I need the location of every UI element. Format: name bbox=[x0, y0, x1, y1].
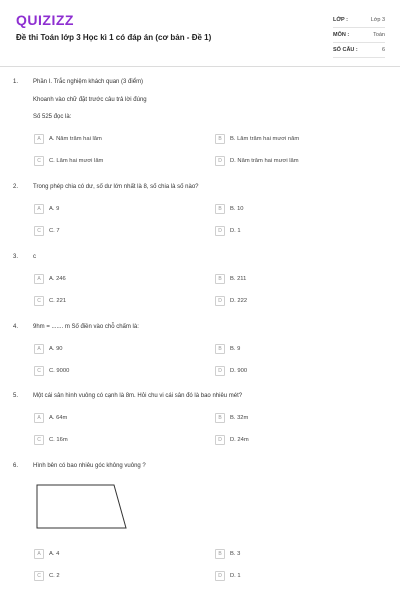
quadrilateral-shape bbox=[37, 485, 126, 528]
option-letter-box: B bbox=[215, 344, 225, 354]
worksheet-header bbox=[0, 0, 400, 66]
question-1-line-3: Số 525 đọc là: bbox=[33, 114, 72, 120]
question-4-option-b[interactable] bbox=[215, 343, 240, 355]
option-letter-box: A bbox=[34, 549, 44, 559]
question-1-option-a[interactable] bbox=[34, 133, 102, 145]
question-2-line-1: Trong phép chia có dư, số dư lớn nhất là 8, số chia là số nào? bbox=[33, 184, 199, 190]
option-text: B. 3 bbox=[230, 551, 241, 557]
option-letter-box: B bbox=[215, 274, 225, 284]
option-text: C. 221 bbox=[49, 298, 67, 304]
question-3-option-c[interactable] bbox=[34, 295, 66, 307]
question-3-option-a[interactable] bbox=[34, 273, 66, 285]
option-text: D. 24m bbox=[230, 437, 249, 443]
question-4-option-a[interactable] bbox=[34, 343, 63, 355]
question-1-line-2: Khoanh vào chữ đặt trước câu trả lời đúng bbox=[33, 97, 147, 103]
option-letter-box: D bbox=[215, 435, 225, 445]
option-text: D. 1 bbox=[230, 228, 241, 234]
meta-subject bbox=[333, 28, 385, 43]
meta-count bbox=[333, 43, 385, 58]
option-letter-box: A bbox=[34, 413, 44, 423]
option-letter-box: C bbox=[34, 156, 44, 166]
option-text: C. 9000 bbox=[49, 368, 70, 374]
option-letter-box: A bbox=[34, 204, 44, 214]
option-letter-box: D bbox=[215, 156, 225, 166]
question-1-number: 1. bbox=[13, 79, 19, 85]
meta-grade bbox=[333, 13, 385, 28]
option-letter-box: C bbox=[34, 366, 44, 376]
question-6-option-b[interactable] bbox=[215, 548, 240, 560]
option-text: C. 16m bbox=[49, 437, 68, 443]
option-letter-box: A bbox=[34, 274, 44, 284]
option-text: B. Lăm trăm hai mươi năm bbox=[230, 136, 300, 142]
meta-subject-label: MÔN : bbox=[333, 32, 350, 38]
option-letter-box: B bbox=[215, 204, 225, 214]
header-divider bbox=[0, 66, 400, 67]
meta-count-value: 6 bbox=[381, 47, 385, 53]
option-letter-box: D bbox=[215, 571, 225, 581]
question-6-option-c[interactable] bbox=[34, 570, 60, 582]
option-letter-box: D bbox=[215, 366, 225, 376]
question-4-option-c[interactable] bbox=[34, 365, 69, 377]
option-text: A. 4 bbox=[49, 551, 60, 557]
meta-count-label: SỐ CÂU : bbox=[333, 47, 358, 53]
question-2-option-c[interactable] bbox=[34, 225, 60, 237]
question-5-option-a[interactable] bbox=[34, 412, 67, 424]
question-4-option-d[interactable] bbox=[215, 365, 247, 377]
option-text: A. 90 bbox=[49, 346, 63, 352]
option-text: C. Lăm hai mươi lăm bbox=[49, 158, 104, 164]
meta-grade-label: LỚP : bbox=[333, 17, 348, 23]
option-letter-box: C bbox=[34, 296, 44, 306]
question-6-number: 6. bbox=[13, 463, 19, 469]
option-letter-box: B bbox=[215, 413, 225, 423]
question-1-line-1: Phần I. Trắc nghiệm khách quan (3 điểm) bbox=[33, 79, 144, 85]
question-6-option-a[interactable] bbox=[34, 548, 59, 560]
question-6-figure bbox=[36, 484, 128, 530]
option-text: B. 211 bbox=[230, 276, 247, 282]
option-letter-box: D bbox=[215, 296, 225, 306]
question-3-option-b[interactable] bbox=[215, 273, 246, 285]
question-3-option-d[interactable] bbox=[215, 295, 247, 307]
option-text: A. 64m bbox=[49, 415, 68, 421]
quizizz-logo[interactable]: QUIZIZZ bbox=[16, 12, 74, 28]
option-text: C. 2 bbox=[49, 573, 60, 579]
question-1-option-b[interactable] bbox=[215, 133, 299, 145]
question-2-option-a[interactable] bbox=[34, 203, 59, 215]
option-text: D. Năm trăm hai mươi lăm bbox=[230, 158, 299, 164]
question-2-option-b[interactable] bbox=[215, 203, 244, 215]
question-2-option-d[interactable] bbox=[215, 225, 241, 237]
option-letter-box: B bbox=[215, 134, 225, 144]
question-5-option-c[interactable] bbox=[34, 434, 68, 446]
option-letter-box: A bbox=[34, 134, 44, 144]
question-6-line-1: Hình bên có bao nhiêu góc không vuông ? bbox=[33, 463, 146, 469]
question-1-option-d[interactable] bbox=[215, 155, 299, 167]
question-4-number: 4. bbox=[13, 324, 19, 330]
option-text: D. 900 bbox=[230, 368, 248, 374]
question-3-line-1: c bbox=[33, 254, 36, 260]
option-text: D. 222 bbox=[230, 298, 248, 304]
option-letter-box: D bbox=[215, 226, 225, 236]
question-3-number: 3. bbox=[13, 254, 19, 260]
option-text: D. 1 bbox=[230, 573, 241, 579]
option-text: B. 32m bbox=[230, 415, 249, 421]
meta-grade-value: Lớp 3 bbox=[370, 17, 385, 23]
worksheet-title: Đề thi Toán lớp 3 Học kì 1 có đáp án (cơ bản - Đề 1) bbox=[16, 33, 212, 42]
option-text: B. 10 bbox=[230, 206, 244, 212]
option-text: B. 9 bbox=[230, 346, 241, 352]
option-text: A. 246 bbox=[49, 276, 66, 282]
question-5-option-b[interactable] bbox=[215, 412, 248, 424]
question-5-number: 5. bbox=[13, 393, 19, 399]
option-letter-box: B bbox=[215, 549, 225, 559]
option-letter-box: A bbox=[34, 344, 44, 354]
question-4-line-1: 9hm = ....... m Số điền vào chỗ chấm là: bbox=[33, 324, 139, 330]
question-5-line-1: Một cái sân hình vuông có cạnh là 8m. Hỏi chu vi cái sân đó là bao nhiêu mét? bbox=[33, 393, 243, 399]
option-text: A. Năm trăm hai lăm bbox=[49, 136, 102, 142]
question-6-option-d[interactable] bbox=[215, 570, 241, 582]
option-text: A. 9 bbox=[49, 206, 60, 212]
question-2-number: 2. bbox=[13, 184, 19, 190]
option-letter-box: C bbox=[34, 226, 44, 236]
option-letter-box: C bbox=[34, 435, 44, 445]
option-text: C. 7 bbox=[49, 228, 60, 234]
option-letter-box: C bbox=[34, 571, 44, 581]
meta-subject-value: Toán bbox=[373, 32, 385, 38]
question-1-option-c[interactable] bbox=[34, 155, 103, 167]
question-5-option-d[interactable] bbox=[215, 434, 249, 446]
